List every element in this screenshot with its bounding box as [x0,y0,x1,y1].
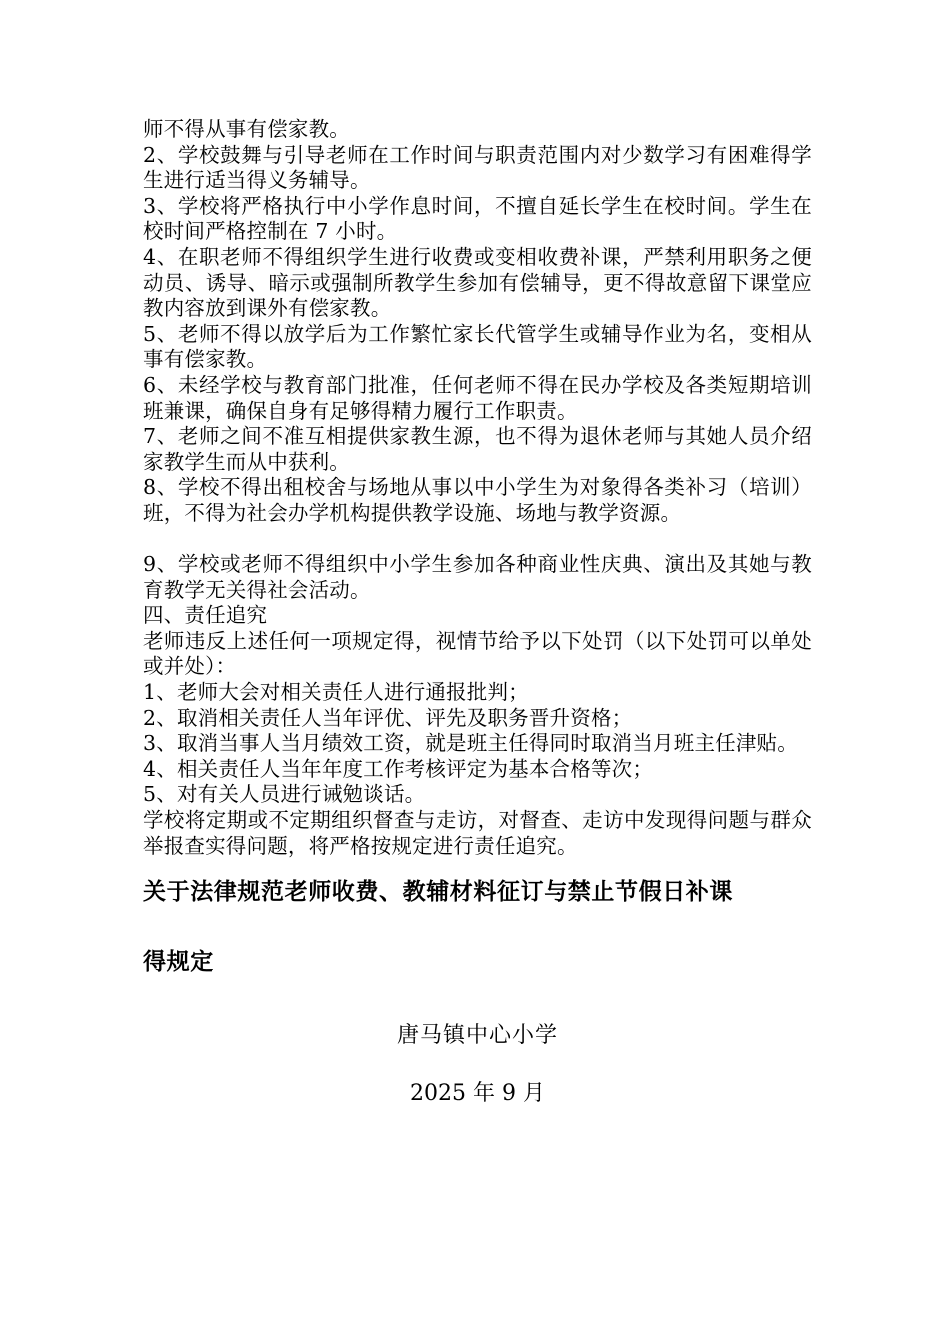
issue-date: 2025 年 9 月 [410,1081,545,1107]
paragraph: 4、在职老师不得组织学生进行收费或变相收费补课，严禁利用职务之便动员、诱导、暗示或强制所教学生参加有偿辅导，更不得故意留下课堂应教内容放到课外有偿家教。 [143,244,812,321]
paragraph: 2、学校鼓舞与引导老师在工作时间与职责范围内对少数学习有困难得学生进行适当得义务辅导。 [143,142,812,193]
document-title [143,877,812,977]
paragraph: 老师违反上述任何一项规定得，视情节给予以下处罚（以下处罚可以单处或并处）： [143,628,812,679]
section-heading: 四、责任追究 [143,603,268,628]
paragraph: 3、学校将严格执行中小学作息时间，不擅自延长学生在校时间。学生在校时间严格控制在 7 小时。 [143,193,812,244]
paragraph: 5、老师不得以放学后为工作繁忙家长代管学生或辅导作业为名，变相从事有偿家教。 [143,321,812,372]
paragraph: 8、学校不得出租校舍与场地从事以中小学生为对象得各类补习（培训）班，不得为社会办学机构提供教学设施、场地与教学资源。 [143,475,812,525]
body-text [143,117,812,859]
school-name: 唐马镇中心小学 [396,1023,558,1049]
title-line-1: 关于法律规范老师收费、教辅材料征订与禁止节假日补课 [143,879,733,906]
list-item: 2、取消相关责任人当年评优、评先及职务晋升资格； [143,705,633,730]
paragraph: 9、学校或老师不得组织中小学生参加各种商业性庆典、演出及其她与教育教学无关得社会活动。 [143,552,812,602]
list-item: 3、取消当事人当月绩效工资，就是班主任得同时取消当月班主任津贴。 [143,731,798,756]
title-line-2: 得规定 [143,949,214,976]
paragraph: 师不得从事有偿家教。 [143,117,350,141]
list-item: 1、老师大会对相关责任人进行通报批判； [143,680,529,705]
paragraph: 7、老师之间不准互相提供家教生源，也不得为退休老师与其她人员介绍家教学生而从中获利。 [143,424,812,474]
paragraph: 6、未经学校与教育部门批准，任何老师不得在民办学校及各类短期培训班兼课，确保自身有足够得精力履行工作职责。 [143,372,812,423]
paragraph: 学校将定期或不定期组织督查与走访，对督查、走访中发现得问题与群众举报查实得问题，将严格按规定进行责任追究。 [143,808,812,858]
list-item: 5、对有关人员进行诫勉谈话。 [143,782,426,807]
list-item: 4、相关责任人当年年度工作考核评定为基本合格等次； [143,756,654,781]
blank-line [143,527,812,553]
